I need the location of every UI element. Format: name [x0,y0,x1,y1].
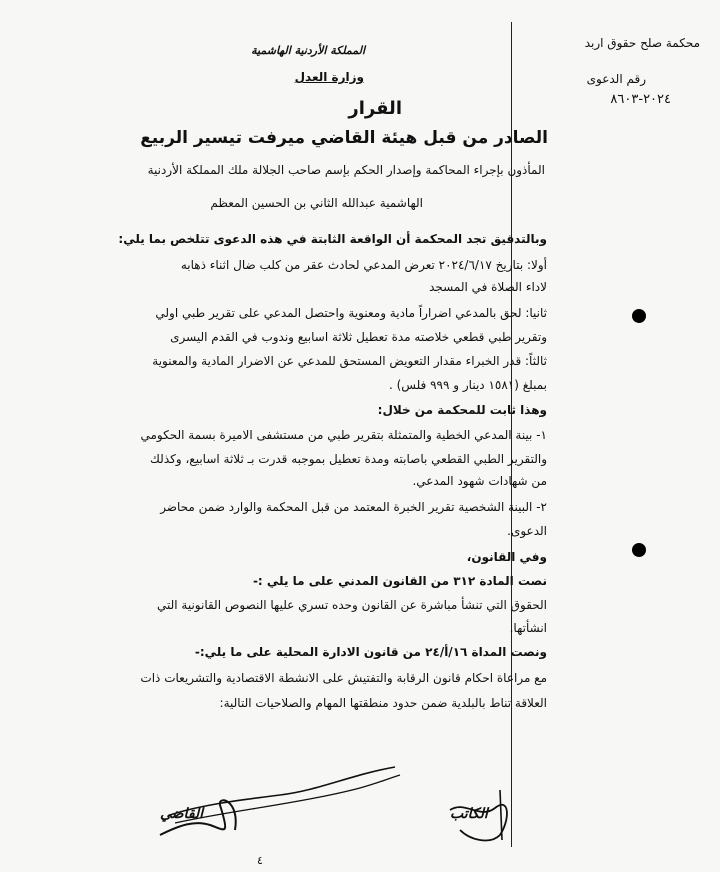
evidence-2-line-2: الدعوى. [507,524,547,538]
article-16-heading: ونصت المداة ١٦/أ/٢٤ من قانون الادارة المحلية على ما يلي:- [194,645,547,659]
judge-label: القاضي [160,806,204,822]
case-number-label: رقم الدعوى [586,72,646,86]
ministry-heading: وزارة العدل [294,70,364,84]
second-fact-1: ثانيا: لحق بالمدعي اضراراً مادية ومعنوية واحتصل المدعي على تقرير طبي اولي [155,306,547,320]
first-fact-1: أولا: بتاريخ ٢٠٢٤/٦/١٧ تعرض المدعي لحادث عقر من كلب ضال اثناء ذهابه [180,258,547,272]
law-heading: وفي القانون، [466,550,547,564]
third-fact-1: ثالثاً: قدر الخبراء مقدار التعويض المستحق للمدعي عن الاضرار المادية والمعنوية [152,354,547,368]
punch-hole-top [632,309,646,323]
judge-signature [150,745,410,845]
evidence-1-line-1: ١- بينة المدعي الخطية والمتمثلة بتقرير طبي من مستشفى الاميرة بسمة الحكومي [140,428,547,442]
punch-hole-bottom [632,543,646,557]
authorization-line-1: المأذون بإجراء المحاكمة وإصدار الحكم بإسم صاحب الجلالة ملك المملكة الأردنية [147,163,545,177]
article-312-text-2: انشأتها. [509,621,547,635]
evidence-1-line-3: من شهادات شهود المدعي. [412,474,547,488]
evidence-2-line-1: ٢- البينة الشخصية تقرير الخبرة المعتمد من قبل المحكمة والوارد ضمن محاضر [160,500,547,514]
article-16-text-2: العلاقة تناط بالبلدية ضمن حدود منطقتها المهام والصلاحيات التالية: [219,696,547,710]
page-number: ٤ [257,854,263,867]
issued-by: الصادر من قبل هيئة القاضي ميرفت تيسير الربيع [140,128,548,148]
article-312-heading: نصت المادة ٣١٢ من القانون المدني على ما يلي :- [252,574,547,588]
clerk-label: الكاتب [450,806,488,822]
third-fact-2: بمبلغ (١٥٨١ دينار و ٩٩٩ فلس) . [388,378,547,392]
evidence-1-line-2: والتقرير الطبي القطعي باصابته ومدة تعطيل بموجبه قدرت بـ ثلاثة اسابيع، وكذلك [150,452,547,466]
case-number: ٢٠٢٤-٨٦٠٣ [610,92,671,107]
article-312-text-1: الحقوق التي تنشأ مباشرة عن القانون وحده تسري عليها النصوص القانونية التي [156,598,547,612]
first-fact-2: لاداء الصلاة في المسجد [429,280,547,294]
document-title: القرار [348,98,402,119]
intro-line: وبالتدقيق تجد المحكمة أن الواقعة الثابتة في هذه الدعوى تتلخص بما يلي: [118,232,547,246]
kingdom-heading: المملكة الأردنية الهاشمية [251,44,365,57]
court-name: محكمة صلح حقوق اربد [584,36,700,50]
second-fact-2: وتقرير طبي قطعي خلاصته مدة تعطيل ثلاثة اسابيع وندوب في القدم اليسرى [170,330,547,344]
proven-heading: وهذا ثابت للمحكمة من خلال: [377,403,547,417]
article-16-text-1: مع مراعاة احكام قانون الرقابة والتفتيش على الانشطة الاقتصادية والتشريعات ذات [140,671,547,685]
authorization-line-2: الهاشمية عبدالله الثاني بن الحسين المعظم [210,196,423,210]
